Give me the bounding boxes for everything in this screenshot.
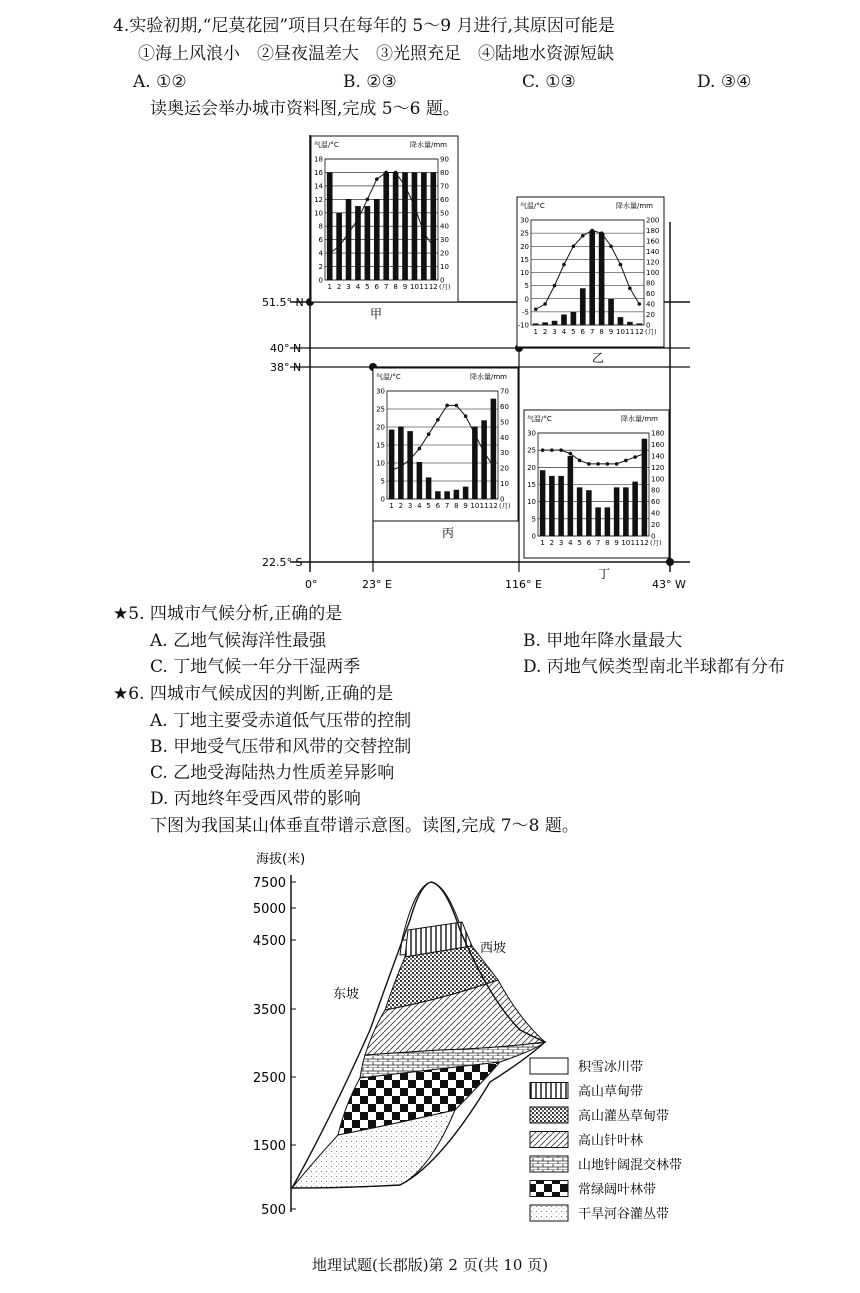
- month-tick: 7: [444, 502, 450, 510]
- temp-axis-title: 气温/°C: [314, 141, 339, 149]
- temp-axis-title: 气温/°C: [527, 415, 552, 423]
- elevation-tick-label: 5000: [252, 902, 286, 917]
- month-tick: 7: [383, 283, 389, 291]
- y-tick-right: 10: [440, 263, 449, 272]
- month-unit: (月): [439, 283, 451, 291]
- legend-swatch: [530, 1083, 568, 1099]
- y-tick-left: 25: [376, 405, 385, 414]
- page-footer: 地理试题(长郡版)第 2 页(共 10 页): [311, 1256, 549, 1274]
- y-tick-left: 20: [376, 423, 385, 432]
- intro-5-6: 读奥运会举办城市资料图,完成 5～6 题。: [150, 99, 460, 119]
- month-tick: 11: [625, 328, 635, 336]
- y-tick-right: 20: [651, 521, 660, 530]
- y-tick-left: 30: [527, 429, 536, 438]
- month-tick: 8: [599, 328, 604, 336]
- legend-label: 常绿阔叶林带: [578, 1182, 657, 1198]
- y-tick-right: 50: [500, 418, 509, 427]
- q6-option-b[interactable]: B. 甲地受气压带和风带的交替控制: [150, 737, 412, 757]
- east-slope-label: 东坡: [333, 987, 360, 1002]
- q5-option-b[interactable]: B. 甲地年降水量最大: [523, 631, 683, 651]
- elevation-tick-label: 500: [261, 1203, 286, 1218]
- month-tick: 3: [346, 283, 351, 291]
- month-tick: 4: [417, 502, 422, 510]
- y-tick-right: 60: [651, 498, 660, 507]
- elevation-tick-label: 7500: [252, 876, 286, 891]
- y-tick-right: 0: [651, 532, 656, 541]
- elevation-tick-label: 1500: [252, 1139, 286, 1154]
- legend-label: 高山针叶林: [578, 1133, 644, 1149]
- legend-swatch: [530, 1107, 568, 1123]
- legend-swatch: [530, 1132, 568, 1148]
- month-tick: 6: [435, 502, 441, 510]
- month-tick: 8: [605, 539, 610, 547]
- y-tick-left: 14: [314, 182, 323, 191]
- month-tick: 2: [542, 328, 548, 336]
- month-tick: 3: [552, 328, 557, 336]
- y-tick-left: 15: [376, 441, 385, 450]
- temp-axis-title: 气温/°C: [520, 202, 545, 210]
- month-tick: 5: [571, 328, 576, 336]
- q6-option-d[interactable]: D. 丙地终年受西风带的影响: [150, 789, 361, 809]
- city-label-jia: 甲: [370, 307, 383, 321]
- y-tick-right: 20: [646, 311, 655, 319]
- y-tick-right: 140: [646, 248, 660, 256]
- month-tick: 9: [614, 539, 619, 547]
- city-label-yi: 乙: [592, 351, 605, 365]
- y-tick-right: 80: [440, 168, 449, 177]
- lon-label-43w: 43° W: [652, 578, 686, 591]
- y-tick-left: 5: [531, 515, 536, 524]
- intro-7-8: 下图为我国某山体垂直带谱示意图。读图,完成 7～8 题。: [150, 816, 579, 836]
- month-tick: 6: [374, 283, 380, 291]
- precip-axis-title: 降水量/mm: [410, 141, 447, 149]
- y-tick-right: 80: [646, 279, 655, 288]
- y-tick-left: 12: [314, 195, 323, 204]
- month-tick: 2: [398, 502, 404, 510]
- month-tick: 2: [336, 283, 342, 291]
- legend-swatch: [530, 1156, 568, 1172]
- lat-label-22s: 22.5° S: [262, 556, 303, 569]
- y-tick-left: 10: [314, 209, 323, 218]
- star-icon: ★: [113, 604, 129, 624]
- legend-label: 山地针阔混交林带: [578, 1158, 683, 1173]
- month-tick: 10: [621, 539, 631, 547]
- y-tick-right: 120: [646, 258, 660, 267]
- y-tick-left: 2: [318, 263, 323, 272]
- y-tick-right: 180: [651, 429, 665, 438]
- month-tick: 1: [533, 328, 538, 336]
- month-tick: 2: [549, 539, 555, 547]
- elevation-axis: [253, 851, 305, 1218]
- y-tick-left: 6: [318, 236, 323, 245]
- y-tick-left: 30: [520, 216, 529, 225]
- month-tick: 5: [577, 539, 582, 547]
- month-tick: 1: [327, 283, 332, 291]
- elevation-tick-label: 4500: [252, 934, 286, 949]
- y-tick-left: 10: [527, 498, 536, 507]
- month-tick: 8: [454, 502, 459, 510]
- month-tick: 11: [630, 539, 640, 547]
- legend-swatch: [530, 1205, 568, 1221]
- month-tick: 7: [589, 328, 595, 336]
- q5-option-a[interactable]: A. 乙地气候海洋性最强: [150, 631, 327, 651]
- y-tick-right: 30: [440, 236, 449, 245]
- temp-axis-title: 气温/°C: [376, 373, 401, 381]
- question-6-text: 6. 四城市气候成因的判断,正确的是: [128, 684, 394, 704]
- y-tick-right: 100: [651, 475, 665, 484]
- y-tick-left: 18: [314, 155, 323, 164]
- y-tick-right: 140: [651, 452, 665, 461]
- y-tick-left: 8: [318, 222, 323, 231]
- y-tick-left: 15: [527, 481, 536, 489]
- y-tick-right: 40: [651, 509, 660, 518]
- lon-label-23e: 23° E: [362, 578, 392, 591]
- month-tick: 6: [580, 328, 586, 336]
- y-tick-left: -5: [522, 308, 529, 317]
- month-tick: 10: [615, 328, 625, 336]
- y-tick-left: 0: [524, 295, 529, 304]
- month-tick: 9: [402, 283, 408, 291]
- month-tick: 5: [426, 502, 431, 510]
- y-tick-right: 60: [500, 402, 509, 411]
- y-tick-right: 0: [500, 495, 505, 504]
- y-tick-right: 60: [440, 195, 449, 204]
- y-tick-left: 10: [520, 269, 529, 277]
- month-tick: 6: [586, 539, 592, 547]
- month-unit: (月): [645, 328, 657, 336]
- month-tick: 1: [540, 539, 545, 547]
- y-tick-left: 5: [380, 477, 385, 486]
- question-4-items: ①海上风浪小 ②昼夜温差大 ③光照充足 ④陆地水资源短缺: [138, 44, 614, 64]
- y-tick-right: 160: [646, 237, 660, 246]
- y-tick-left: 10: [376, 459, 385, 468]
- legend-swatch: [530, 1058, 568, 1074]
- city-label-bing: 丙: [442, 526, 455, 540]
- month-tick: 10: [470, 502, 480, 510]
- month-tick: 12: [488, 502, 498, 510]
- y-tick-right: 30: [500, 449, 509, 458]
- month-tick: 12: [639, 539, 649, 547]
- y-tick-right: 120: [651, 463, 665, 472]
- y-tick-right: 40: [440, 222, 449, 231]
- zonation-legend: [530, 1058, 682, 1222]
- y-tick-right: 200: [646, 216, 660, 225]
- month-tick: 4: [561, 328, 567, 336]
- west-slope-label: 西坡: [480, 941, 507, 956]
- month-tick: 9: [608, 328, 614, 336]
- month-tick: 4: [568, 539, 573, 547]
- month-tick: 3: [407, 502, 413, 510]
- y-tick-right: 40: [500, 433, 509, 442]
- month-unit: (月): [650, 539, 662, 547]
- y-tick-right: 20: [440, 249, 449, 258]
- y-tick-right: 80: [651, 486, 660, 495]
- month-tick: 11: [419, 283, 429, 291]
- y-tick-left: 0: [531, 532, 536, 541]
- y-tick-left: 5: [524, 282, 529, 291]
- y-tick-right: 180: [646, 227, 660, 235]
- month-tick: 9: [463, 502, 468, 510]
- precip-axis-title: 降水量/mm: [621, 415, 658, 423]
- month-tick: 12: [428, 283, 438, 291]
- lon-label-116e: 116° E: [505, 578, 542, 591]
- y-tick-left: 0: [380, 495, 385, 504]
- y-tick-left: 0: [318, 276, 323, 285]
- y-tick-right: 40: [646, 300, 655, 309]
- y-tick-right: 50: [440, 209, 449, 218]
- lat-label-51: 51.5° N: [262, 296, 304, 309]
- answer-d[interactable]: D. ③④: [697, 72, 752, 92]
- legend-label: 积雪冰川带: [578, 1060, 644, 1075]
- q6-option-a[interactable]: A. 丁地主要受赤道低气压带的控制: [150, 711, 412, 731]
- y-tick-right: 10: [500, 480, 509, 489]
- y-tick-right: 90: [440, 155, 449, 164]
- month-tick: 10: [409, 283, 419, 291]
- y-tick-left: 30: [376, 387, 385, 396]
- y-tick-left: 4: [318, 249, 323, 258]
- y-tick-right: 60: [646, 290, 655, 298]
- month-tick: 1: [389, 502, 394, 510]
- answer-b[interactable]: B. ②③: [343, 72, 397, 92]
- question-5-text: 5. 四城市气候分析,正确的是: [128, 604, 343, 624]
- mountain-profile: [292, 882, 545, 1188]
- y-tick-right: 160: [651, 440, 665, 449]
- month-tick: 4: [355, 283, 361, 291]
- legend-swatch: [530, 1181, 568, 1197]
- q5-option-c[interactable]: C. 丁地气候一年分干湿两季: [150, 657, 361, 677]
- legend-label: 高山灌丛草甸带: [578, 1109, 670, 1124]
- legend-label: 高山草甸带: [578, 1084, 644, 1100]
- y-tick-right: 100: [646, 269, 660, 277]
- lat-label-40: 40° N: [270, 342, 302, 355]
- month-tick: 3: [558, 539, 564, 547]
- y-tick-right: 70: [440, 182, 449, 191]
- month-unit: (月): [499, 502, 511, 510]
- y-tick-left: 20: [527, 463, 536, 472]
- month-tick: 12: [634, 328, 644, 336]
- y-tick-right: 0: [646, 321, 651, 330]
- y-tick-right: 0: [440, 276, 445, 285]
- answer-c[interactable]: C. ①③: [522, 72, 576, 92]
- lat-label-38: 38° N: [270, 361, 302, 374]
- y-tick-right: 20: [500, 464, 509, 473]
- y-tick-left: -10: [517, 321, 529, 330]
- y-tick-left: 25: [520, 229, 529, 238]
- month-tick: 11: [479, 502, 489, 510]
- y-tick-left: 16: [314, 168, 323, 177]
- lon-label-0: 0°: [305, 578, 318, 591]
- q6-option-c[interactable]: C. 乙地受海陆热力性质差异影响: [150, 763, 395, 783]
- elevation-tick-label: 2500: [252, 1071, 286, 1086]
- y-tick-left: 15: [520, 255, 529, 264]
- star-icon: ★: [113, 684, 129, 704]
- city-label-ding: 丁: [598, 567, 611, 581]
- y-tick-left: 20: [520, 242, 529, 251]
- precip-axis-title: 降水量/mm: [616, 202, 653, 210]
- answer-a[interactable]: A. ①②: [133, 72, 187, 92]
- axis-label-elevation: 海拔(米): [256, 852, 306, 867]
- elevation-tick-label: 3500: [252, 1003, 286, 1018]
- q5-option-d[interactable]: D. 丙地气候类型南北半球都有分布: [523, 657, 785, 677]
- month-tick: 8: [393, 283, 398, 291]
- precip-axis-title: 降水量/mm: [470, 373, 507, 381]
- legend-label: 干旱河谷灌丛带: [578, 1207, 670, 1222]
- month-tick: 7: [595, 539, 601, 547]
- y-tick-right: 70: [500, 387, 509, 396]
- question-4-stem: 4.实验初期,“尼莫花园”项目只在每年的 5～9 月进行,其原因可能是: [113, 16, 615, 36]
- month-tick: 5: [365, 283, 370, 291]
- y-tick-left: 25: [527, 446, 536, 455]
